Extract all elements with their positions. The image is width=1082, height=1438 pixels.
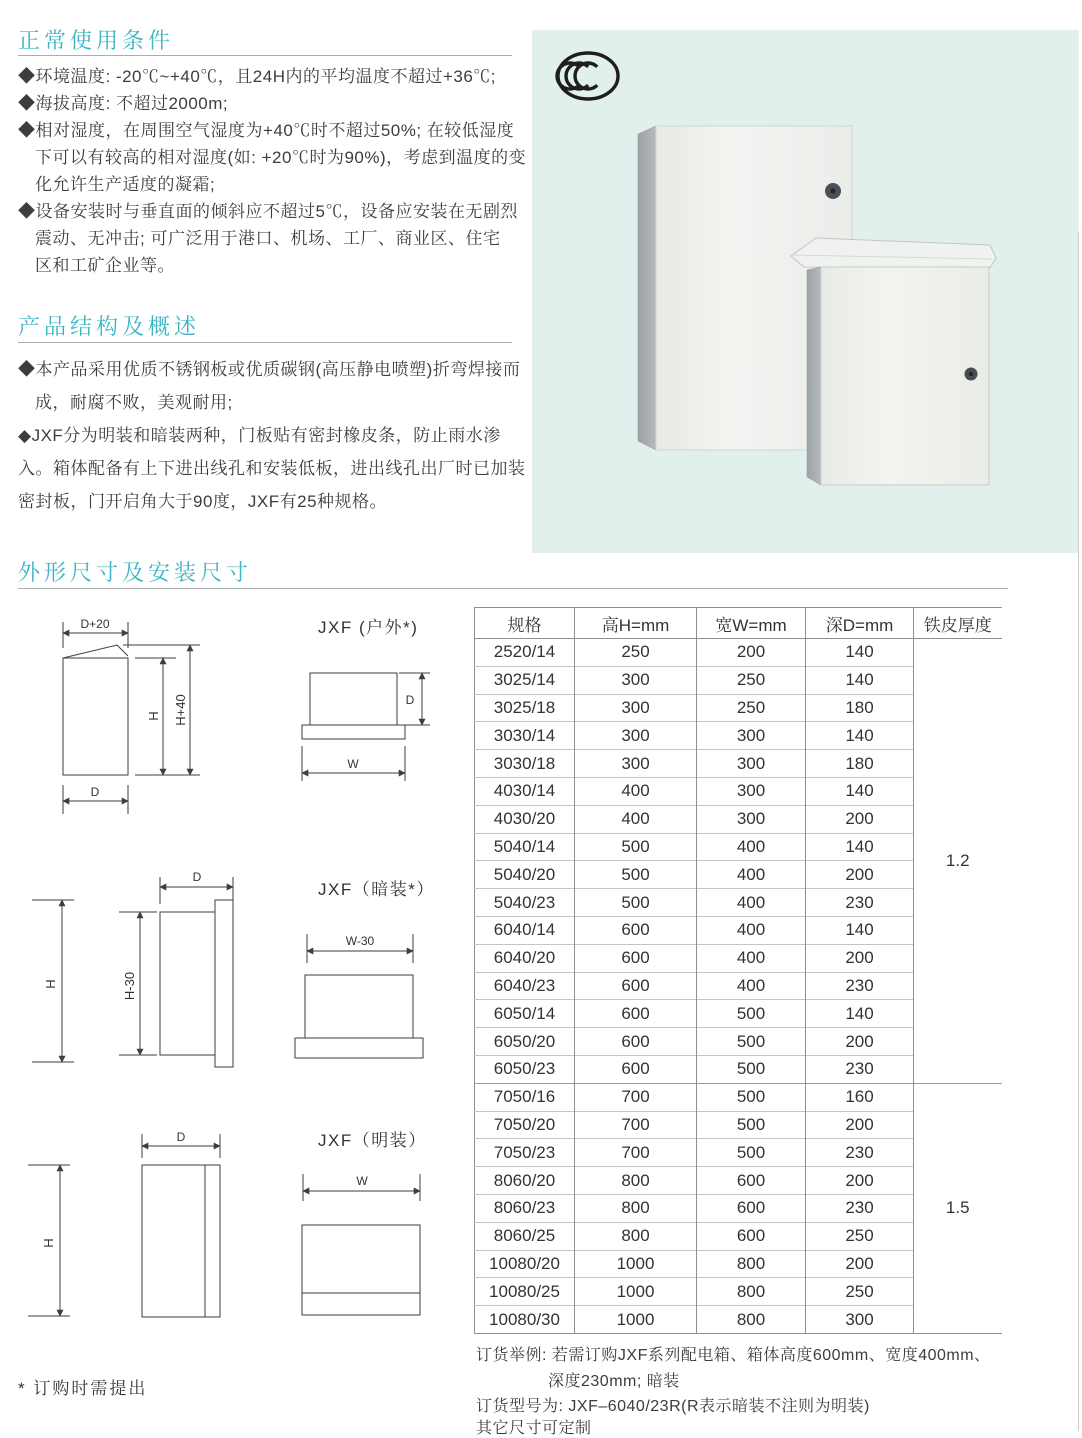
table-cell: 5040/23 xyxy=(475,889,575,917)
table-cell: 600 xyxy=(697,1222,806,1250)
table-cell: 200 xyxy=(806,1111,914,1139)
table-cell: 140 xyxy=(806,1000,914,1028)
text-line: ◆环境温度: -20℃~+40℃，且24H内的平均温度不超过+36℃; xyxy=(18,67,497,86)
dim-label: H xyxy=(146,711,161,721)
section-title-dimensions: 外形尺寸及安装尺寸 xyxy=(18,560,253,585)
table-cell: 8060/25 xyxy=(475,1222,575,1250)
table-cell: 200 xyxy=(806,805,914,833)
dim-label: W-30 xyxy=(345,934,375,948)
section-title-normal-usage: 正常使用条件 xyxy=(18,28,175,53)
flush-side-view xyxy=(160,912,215,1055)
table-cell: 6050/23 xyxy=(475,1055,575,1083)
outdoor-top-view xyxy=(310,673,397,725)
table-cell: 5040/14 xyxy=(475,833,575,861)
table-cell: 230 xyxy=(806,1055,914,1083)
table-cell: 200 xyxy=(806,861,914,889)
table-cell: 300 xyxy=(575,666,697,694)
table-row xyxy=(475,1083,1002,1111)
text-line: ◆JXF分为明装和暗装两种，门板贴有密封橡皮条，防止雨水渗 xyxy=(18,426,501,445)
table-cell: 250 xyxy=(697,694,806,722)
dim-label: D xyxy=(192,870,202,884)
table-cell: 180 xyxy=(806,750,914,778)
table-cell: 800 xyxy=(575,1194,697,1222)
flush-top-view xyxy=(305,975,413,1038)
dim-label: D xyxy=(405,693,415,707)
ordering-note-line: 订货举例: 若需订购JXF系列配电箱、箱体高度600mm、宽度400mm、 xyxy=(476,1347,991,1364)
table-cell: 140 xyxy=(806,916,914,944)
spec-table-body xyxy=(475,639,1002,1334)
table-cell: 3030/18 xyxy=(475,750,575,778)
table-cell: 500 xyxy=(697,1000,806,1028)
outdoor-side-view xyxy=(63,658,128,775)
table-cell: 600 xyxy=(575,1028,697,1056)
thickness-value-cell: 1.5 xyxy=(914,1083,1002,1333)
table-cell: 250 xyxy=(806,1278,914,1306)
rain-cap xyxy=(791,238,996,268)
dim-label: H xyxy=(43,979,58,989)
table-cell: 2520/14 xyxy=(475,639,575,667)
table-cell: 7050/23 xyxy=(475,1139,575,1167)
table-row xyxy=(475,639,1002,667)
table-cell: 600 xyxy=(575,916,697,944)
text-line: 下可以有较高的相对湿度(如: +20℃时为90%)，考虑到温度的变 xyxy=(35,148,527,167)
table-cell: 230 xyxy=(806,1194,914,1222)
table-cell: 500 xyxy=(697,1028,806,1056)
table-cell: 400 xyxy=(697,944,806,972)
header-cell: 铁皮厚度 xyxy=(914,608,1002,639)
table-cell: 200 xyxy=(806,944,914,972)
diagram-title-outdoor: JXF (户外*) xyxy=(318,618,419,637)
ordering-note-line: 其它尺寸可定制 xyxy=(476,1420,592,1437)
table-cell: 230 xyxy=(806,972,914,1000)
table-cell: 8060/23 xyxy=(475,1194,575,1222)
header-cell: 高H=mm xyxy=(575,608,697,639)
table-cell: 6040/20 xyxy=(475,944,575,972)
dim-label: H+40 xyxy=(173,694,188,726)
table-cell: 5040/20 xyxy=(475,861,575,889)
table-cell: 6050/20 xyxy=(475,1028,575,1056)
dimension-diagrams xyxy=(0,600,470,1330)
dim-label: D+20 xyxy=(80,617,110,631)
section-divider xyxy=(18,55,512,56)
text-line: ◆设备安装时与垂直面的倾斜应不超过5℃，设备应安装在无剧烈 xyxy=(18,202,518,221)
table-cell: 600 xyxy=(575,1000,697,1028)
table-cell: 6040/23 xyxy=(475,972,575,1000)
table-cell: 7050/16 xyxy=(475,1083,575,1111)
table-cell: 4030/14 xyxy=(475,777,575,805)
table-cell: 140 xyxy=(806,777,914,805)
section-divider xyxy=(18,588,1008,589)
text-line: 成，耐腐不败，美观耐用; xyxy=(35,393,233,412)
table-cell: 800 xyxy=(697,1278,806,1306)
table-cell: 400 xyxy=(697,861,806,889)
table-cell: 200 xyxy=(806,1250,914,1278)
table-cell: 140 xyxy=(806,639,914,667)
product-photo xyxy=(532,30,1079,553)
structure-overview-text xyxy=(18,353,526,518)
table-cell: 3025/14 xyxy=(475,666,575,694)
table-cell: 3025/18 xyxy=(475,694,575,722)
table-cell: 300 xyxy=(697,777,806,805)
table-cell: 250 xyxy=(806,1222,914,1250)
table-cell: 4030/20 xyxy=(475,805,575,833)
table-cell: 6040/14 xyxy=(475,916,575,944)
table-cell: 700 xyxy=(575,1139,697,1167)
text-line: 化允许生产适度的凝霜; xyxy=(35,175,216,194)
text-line: 震动、无冲击; 可广泛用于港口、机场、工厂、商业区、住宅 xyxy=(35,229,501,248)
table-cell: 300 xyxy=(697,722,806,750)
table-cell: 8060/20 xyxy=(475,1167,575,1195)
text-line: 入。箱体配备有上下进出线孔和安装低板，进出线孔出厂时已加装 xyxy=(18,459,526,478)
table-cell: 3030/14 xyxy=(475,722,575,750)
table-cell: 200 xyxy=(697,639,806,667)
table-cell: 600 xyxy=(575,972,697,1000)
diagram-title-surface: JXF（明装） xyxy=(318,1131,427,1150)
table-cell: 230 xyxy=(806,1139,914,1167)
header-cell: 规格 xyxy=(475,608,575,639)
table-cell: 250 xyxy=(575,639,697,667)
thickness-value-cell: 1.2 xyxy=(945,850,970,870)
dim-label: D xyxy=(176,1130,186,1144)
dim-label: W xyxy=(356,1174,368,1188)
surface-top-view xyxy=(302,1225,420,1315)
table-cell: 300 xyxy=(575,750,697,778)
table-cell: 800 xyxy=(575,1222,697,1250)
table-cell: 600 xyxy=(575,944,697,972)
table-cell: 140 xyxy=(806,666,914,694)
table-cell: 400 xyxy=(697,889,806,917)
table-cell: 140 xyxy=(806,833,914,861)
table-cell: 1000 xyxy=(575,1278,697,1306)
table-cell: 1000 xyxy=(575,1306,697,1334)
small-enclosure-image xyxy=(791,238,996,485)
table-cell: 500 xyxy=(575,889,697,917)
text-line: ◆本产品采用优质不锈钢板或优质碳钢(高压静电喷塑)折弯焊接而 xyxy=(18,360,521,379)
table-cell: 140 xyxy=(806,722,914,750)
table-cell: 500 xyxy=(697,1055,806,1083)
table-cell: 300 xyxy=(697,750,806,778)
table-cell: 300 xyxy=(697,805,806,833)
dim-label: D xyxy=(90,785,100,799)
table-cell: 600 xyxy=(697,1167,806,1195)
table-cell: 200 xyxy=(806,1167,914,1195)
table-cell: 800 xyxy=(697,1250,806,1278)
spec-table-container xyxy=(474,607,1002,1334)
table-cell: 600 xyxy=(697,1194,806,1222)
dim-label: H xyxy=(41,1238,56,1248)
section-divider xyxy=(18,342,512,343)
table-cell: 1000 xyxy=(575,1250,697,1278)
table-cell: 800 xyxy=(575,1167,697,1195)
header-cell: 深D=mm xyxy=(806,608,914,639)
header-cell: 宽W=mm xyxy=(697,608,806,639)
table-cell: 400 xyxy=(697,833,806,861)
table-cell: 10080/30 xyxy=(475,1306,575,1334)
text-line: ◆海拔高度: 不超过2000m; xyxy=(18,94,229,113)
table-cell: 500 xyxy=(575,861,697,889)
table-cell: 10080/25 xyxy=(475,1278,575,1306)
table-cell: 400 xyxy=(575,805,697,833)
table-cell: 300 xyxy=(575,722,697,750)
ccc-certification-icon xyxy=(557,53,618,99)
table-cell: 160 xyxy=(806,1083,914,1111)
spec-table-header xyxy=(475,608,1002,639)
table-cell: 800 xyxy=(697,1306,806,1334)
table-cell: 10080/20 xyxy=(475,1250,575,1278)
table-cell: 400 xyxy=(697,972,806,1000)
dim-label: H-30 xyxy=(122,971,137,1001)
table-cell: 500 xyxy=(575,833,697,861)
table-cell: 180 xyxy=(806,694,914,722)
product-photo-panel xyxy=(532,30,1079,553)
ordering-note-line: 深度230mm; 暗装 xyxy=(548,1373,680,1390)
spec-table xyxy=(474,607,1002,1334)
order-footnote: * 订购时需提出 xyxy=(18,1379,148,1398)
table-cell: 250 xyxy=(697,666,806,694)
table-cell: 500 xyxy=(697,1111,806,1139)
table-cell: 400 xyxy=(697,916,806,944)
table-cell: 400 xyxy=(575,777,697,805)
text-line: 密封板，门开启角大于90度，JXF有25种规格。 xyxy=(18,492,388,511)
table-cell: 300 xyxy=(575,694,697,722)
diagram-title-flush: JXF（暗装*） xyxy=(318,880,435,899)
table-cell: 6050/14 xyxy=(475,1000,575,1028)
table-cell: 700 xyxy=(575,1111,697,1139)
table-cell: 230 xyxy=(806,889,914,917)
dim-label: W xyxy=(347,757,359,771)
table-cell: 700 xyxy=(575,1083,697,1111)
table-cell: 500 xyxy=(697,1083,806,1111)
text-line: 区和工矿企业等。 xyxy=(35,256,175,275)
table-cell: 200 xyxy=(806,1028,914,1056)
surface-side-view xyxy=(142,1165,220,1317)
table-cell: 500 xyxy=(697,1139,806,1167)
section-title-structure: 产品结构及概述 xyxy=(18,314,201,339)
text-line: ◆相对湿度，在周围空气湿度为+40℃时不超过50%; 在较低湿度 xyxy=(18,121,515,140)
page-edge-line xyxy=(1078,232,1079,1431)
table-cell: 300 xyxy=(806,1306,914,1334)
ordering-note-line: 订货型号为: JXF–6040/23R(R表示暗装不注则为明装) xyxy=(476,1398,870,1415)
usage-conditions-text xyxy=(18,63,526,279)
table-cell: 7050/20 xyxy=(475,1111,575,1139)
table-cell: 600 xyxy=(575,1055,697,1083)
